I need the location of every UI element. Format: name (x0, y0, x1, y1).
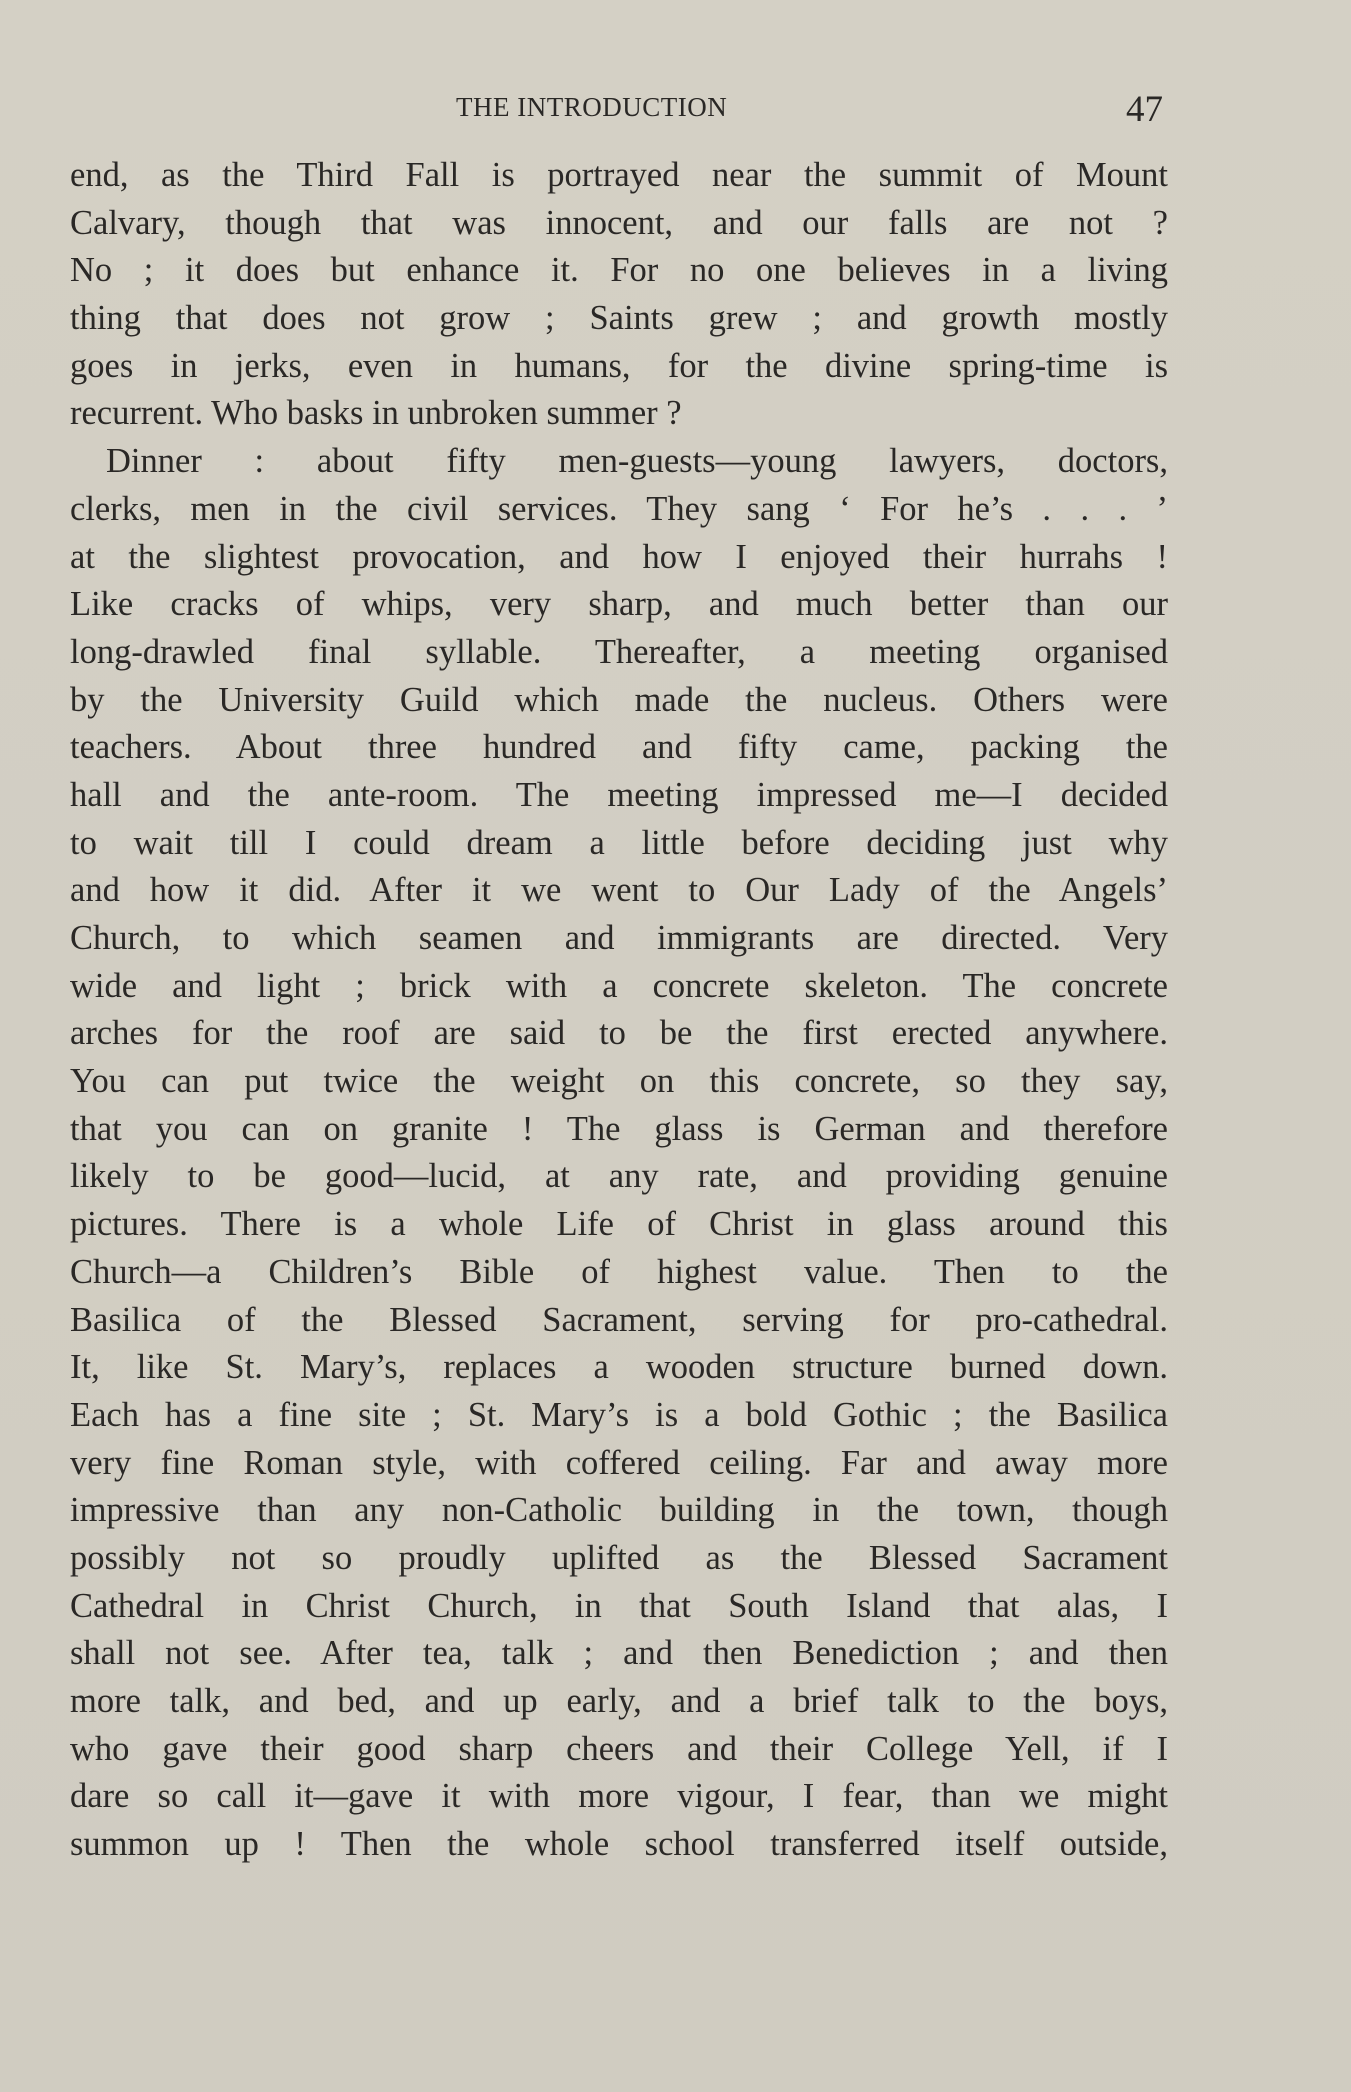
text-line: Basilica of the Blessed Sacrament, serving for pro-cathedral. (70, 1300, 1168, 1339)
page-number: 47 (1126, 89, 1163, 130)
text-line: at the slightest provocation, and how I enjoyed their hurrahs ! (70, 537, 1168, 576)
text-line: end, as the Third Fall is portrayed near the summit of Mount (70, 156, 1168, 194)
text-line: Church, to which seamen and immigrants are directed. Very (70, 919, 1168, 957)
text-line: very fine Roman style, with coffered ceiling. Far and away more (70, 1443, 1168, 1482)
text-line: Calvary, though that was innocent, and our falls are not ? (70, 203, 1168, 242)
text-line: shall not see. After tea, talk ; and then Benediction ; and then (70, 1634, 1168, 1673)
text-line: who gave their good sharp cheers and their College Yell, if I (70, 1729, 1168, 1768)
text-line: You can put twice the weight on this concrete, so they say, (70, 1062, 1168, 1101)
text-line: wide and light ; brick with a concrete skeleton. The concrete (70, 966, 1168, 1005)
running-head: THE INTRODUCTION (456, 92, 728, 122)
text-line: clerks, men in the civil services. They sang ‘ For he’s . . . ’ (70, 489, 1168, 528)
text-line: Each has a fine site ; St. Mary’s is a bold Gothic ; the Basilica (70, 1395, 1168, 1434)
text-line: impressive than any non-Catholic building in the town, though (70, 1491, 1168, 1530)
text-line: and how it did. After it we went to Our Lady of the Angels’ (70, 871, 1168, 910)
text-line: arches for the roof are said to be the first erected anywhere. (70, 1014, 1168, 1053)
text-line: long-drawled final syllable. Thereafter, a meeting organised (70, 632, 1168, 671)
text-line: goes in jerks, even in humans, for the divine spring-time is (70, 346, 1168, 385)
text-line: more talk, and bed, and up early, and a brief talk to the boys, (70, 1682, 1168, 1720)
text-line: recurrent. Who basks in unbroken summer ? (70, 394, 682, 433)
text-line: likely to be good—lucid, at any rate, and providing genuine (70, 1157, 1168, 1196)
text-line: possibly not so proudly uplifted as the Blessed Sacrament (70, 1538, 1168, 1577)
text-line: Dinner : about fifty men-guests—young lawyers, doctors, (106, 442, 1168, 481)
text-line: pictures. There is a whole Life of Christ in glass around this (70, 1205, 1168, 1244)
text-line: Church—a Children’s Bible of highest value. Then to the (70, 1252, 1168, 1291)
text-line: hall and the ante-room. The meeting impressed me—I decided (70, 775, 1168, 814)
body-text (70, 152, 1168, 1869)
text-line: by the University Guild which made the nucleus. Others were (70, 680, 1168, 719)
text-line: thing that does not grow ; Saints grew ; and growth mostly (70, 299, 1168, 338)
text-line: summon up ! Then the whole school transferred itself outside, (70, 1825, 1168, 1864)
text-line: No ; it does but enhance it. For no one believes in a living (70, 251, 1168, 290)
text-line: teachers. About three hundred and fifty came, packing the (70, 728, 1168, 767)
text-line: It, like St. Mary’s, replaces a wooden structure burned down. (70, 1348, 1168, 1387)
text-line: Like cracks of whips, very sharp, and much better than our (70, 585, 1168, 624)
text-line: to wait till I could dream a little before deciding just why (70, 823, 1168, 862)
text-line: that you can on granite ! The glass is German and therefore (70, 1109, 1168, 1148)
text-line: Cathedral in Christ Church, in that South Island that alas, I (70, 1586, 1168, 1625)
text-line: dare so call it—gave it with more vigour, I fear, than we might (70, 1777, 1168, 1816)
